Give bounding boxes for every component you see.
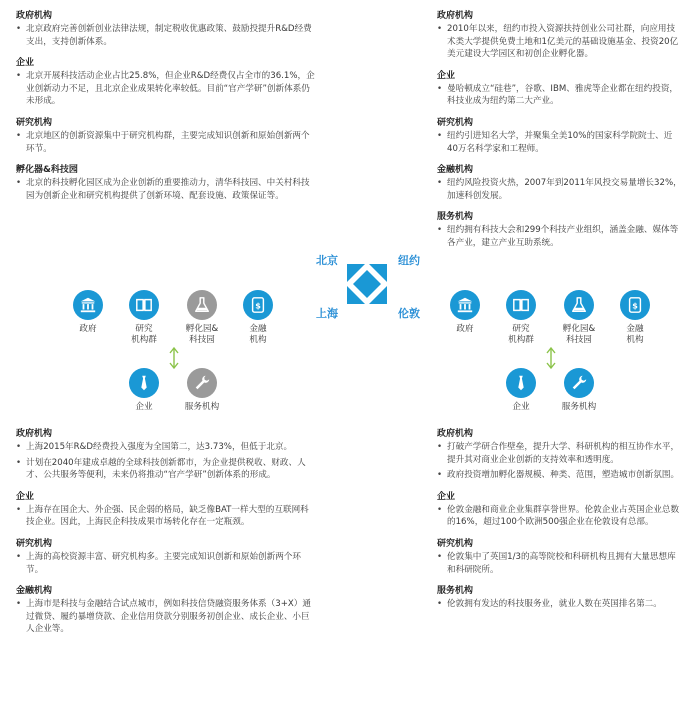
- bullet-item: [437, 551, 682, 576]
- bullet-item: [437, 469, 682, 482]
- bullet-item: [16, 130, 316, 155]
- bullet-text: 北京开展科技活动企业占比25.8%，但企业R&D经费仅占全市的36.1%，企业创新动力不足，且北京企业成果转化率较低。目前“官产学研”创新体系仍未形成。: [26, 71, 315, 107]
- section-heading: 政府机构: [437, 429, 474, 439]
- city-label-beijing: 北京: [316, 254, 338, 267]
- node-book: [491, 290, 551, 346]
- bullet-text: 政府投资增加孵化器规模、种类、范围，塑造城市创新氛围。: [447, 470, 680, 481]
- section-heading: 研究机构: [437, 538, 474, 549]
- wrench-icon: [564, 368, 594, 398]
- bullet-icon: •: [16, 442, 22, 452]
- bullet-text: 曼哈顿成立“硅巷”，谷歌、IBM、雅虎等企业都在纽约投资，科技业成为纽约第二大产业。: [447, 83, 679, 107]
- section-heading: 服务机构: [437, 586, 474, 597]
- bullet-text: 伦敦金融和商业企业集群享誉世界。伦敦企业占英国企业总数的16%，超过100个欧洲500强企业在伦敦设有总部。: [447, 504, 680, 528]
- bullet-icon: •: [437, 24, 443, 34]
- newyork-text-block: [437, 10, 682, 259]
- bullet-icon: •: [437, 442, 443, 452]
- section: [437, 117, 682, 155]
- book-icon: [129, 290, 159, 320]
- section-heading: 孵化器&科技园: [16, 165, 78, 176]
- right-cluster: [435, 290, 675, 420]
- node-label: 金融 机构: [626, 324, 644, 345]
- bank-icon: [450, 290, 480, 320]
- double-arrow-icon: [168, 346, 180, 370]
- section: [16, 57, 316, 108]
- coin-icon: [243, 290, 273, 320]
- bullet-text: 伦敦集中了英国1/3的高等院校和科研机构且拥有大量思想库和科研院所。: [447, 551, 676, 575]
- coin-icon: [620, 290, 650, 320]
- bullet-item: [437, 441, 682, 466]
- bullet-icon: •: [16, 504, 22, 515]
- section-heading: 金融机构: [16, 586, 53, 597]
- city-label-newyork: 纽约: [398, 254, 420, 267]
- node-coin: [605, 290, 665, 346]
- logo-center: [353, 270, 381, 298]
- bullet-item: [16, 177, 316, 202]
- tie-icon: [506, 368, 536, 398]
- node-label: 服务机构: [184, 402, 220, 412]
- bullet-icon: •: [437, 225, 443, 236]
- bullet-item: [16, 70, 316, 108]
- section-heading: 研究机构: [16, 538, 53, 549]
- beijing-text-block: [16, 10, 316, 211]
- section-heading: 企业: [437, 70, 456, 81]
- section: [437, 164, 682, 202]
- bullet-text: 2010年以来，纽约市投入资源扶持创业公司社群，向应用技术类大学提供免费土地和1亿美元的基础设施基金、投资20亿美元建设大学园区和初创企业孵化器。: [447, 24, 679, 60]
- svg-text:$: $: [255, 300, 261, 311]
- section-heading: 政府机构: [437, 11, 474, 21]
- node-label: 企业: [512, 402, 530, 412]
- section: [16, 10, 316, 48]
- section: [16, 538, 316, 576]
- section: [437, 491, 682, 529]
- node-bank: [435, 290, 495, 335]
- bullet-icon: •: [16, 551, 22, 562]
- node-label: 研究 机构群: [131, 324, 157, 345]
- section-heading: 企业: [16, 58, 35, 69]
- bullet-item: [16, 457, 316, 482]
- bullet-icon: •: [16, 130, 22, 141]
- bullet-item: [437, 177, 682, 202]
- bullet-icon: •: [437, 504, 443, 515]
- bullet-text: 纽约拥有科技大会和299个科技产业组织，涵盖金融、媒体等各产业，建立产业互助系统。: [447, 225, 679, 248]
- bullet-item: [16, 23, 316, 48]
- bullet-text: 北京政府完善创新创业法律法规，制定税收优惠政策、鼓励投提升R&D经费支出，支持创新体系。: [26, 24, 312, 47]
- section-heading: 金融机构: [437, 165, 474, 176]
- node-label: 政府: [79, 324, 97, 334]
- wrench-icon: [187, 368, 217, 398]
- bullet-text: 纽约引进知名大学，并聚集全美10%的国家科学院院士、近40万名科学家和工程师。: [447, 130, 673, 154]
- bullet-item: [16, 598, 316, 636]
- node-label: 服务机构: [561, 402, 597, 412]
- bullet-text: 上海的高校资源丰富、研究机构多。主要完成知识创新和原始创新两个环节。: [26, 551, 302, 575]
- node-label: 研究 机构群: [508, 324, 534, 345]
- section-heading: 政府机构: [16, 429, 53, 439]
- node-book: [114, 290, 174, 346]
- bullet-item: [437, 130, 682, 155]
- section: [437, 538, 682, 576]
- node-flask: [549, 290, 609, 346]
- node-coin: [228, 290, 288, 346]
- london-text-block: [437, 428, 682, 620]
- section: [437, 10, 682, 61]
- bullet-icon: •: [437, 470, 443, 481]
- bullet-icon: •: [437, 130, 443, 141]
- bullet-item: [437, 598, 682, 611]
- city-label-london: 伦敦: [398, 307, 420, 320]
- node-label: 孵化园& 科技园: [562, 324, 596, 345]
- bullet-text: 伦敦拥有发达的科技服务业，就业人数在英国排名第二。: [447, 599, 662, 610]
- section: [16, 585, 316, 636]
- bullet-item: [437, 224, 682, 249]
- book-icon: [506, 290, 536, 320]
- node-tie: [491, 368, 551, 413]
- node-label: 政府: [456, 324, 474, 334]
- bullet-item: [16, 441, 316, 454]
- section: [437, 211, 682, 249]
- bullet-icon: •: [437, 551, 443, 562]
- node-wrench: [549, 368, 609, 413]
- node-label: 金融 机构: [249, 324, 267, 345]
- section: [16, 428, 316, 482]
- bullet-text: 北京的科技孵化园区成为企业创新的重要推动力，清华科技园、中关村科技园为创新企业和研究机构提供了创新环境、配套设施、政策保证等。: [26, 178, 310, 201]
- bullet-item: [16, 504, 316, 529]
- section: [16, 491, 316, 529]
- bullet-text: 上海2015年R&D经费投入强度为全国第二，达3.73%，但低于北京。: [26, 442, 293, 452]
- bullet-icon: •: [16, 71, 22, 82]
- bullet-text: 北京地区的创新资源集中于研究机构群，主要完成知识创新和原始创新两个环节。: [26, 130, 310, 154]
- bullet-icon: •: [16, 457, 22, 468]
- node-label: 孵化园& 科技园: [185, 324, 219, 345]
- node-tie: [114, 368, 174, 413]
- tie-icon: [129, 368, 159, 398]
- section: [437, 585, 682, 611]
- bullet-icon: •: [437, 178, 443, 189]
- section: [16, 164, 316, 202]
- section: [437, 428, 682, 482]
- flask-icon: [564, 290, 594, 320]
- section-heading: 政府机构: [16, 11, 53, 21]
- bullet-text: 打破产学研合作壁垒，提升大学、科研机构的相互协作水平，提升其对商业企业创新的支持效率和透明度。: [447, 442, 680, 465]
- section: [437, 70, 682, 108]
- bullet-item: [437, 504, 682, 529]
- bullet-text: 计划在2040年建成卓越的全球科技创新都市，为企业提供税收、财政、人才、公共服务等便利，未来仍将推动“官产学研”创新体系的形成。: [26, 457, 306, 481]
- bullet-icon: •: [16, 599, 22, 610]
- bullet-item: [437, 23, 682, 61]
- node-label: 企业: [135, 402, 153, 412]
- section: [16, 117, 316, 155]
- flask-icon: [187, 290, 217, 320]
- section-heading: 企业: [16, 491, 35, 502]
- left-cluster: [58, 290, 298, 420]
- bullet-icon: •: [437, 83, 443, 94]
- city-label-shanghai: 上海: [316, 307, 338, 320]
- svg-text:$: $: [632, 300, 638, 311]
- section-heading: 服务机构: [437, 212, 474, 223]
- section-heading: 企业: [437, 491, 456, 502]
- bullet-item: [437, 83, 682, 108]
- bullet-icon: •: [16, 178, 22, 189]
- node-bank: [58, 290, 118, 335]
- bullet-text: 上海存在国企大、外企强、民企弱的格局，缺乏像BAT一样大型的互联网科技企业。因此，上海民企科技成果市场转化存在一定瓶颈。: [26, 504, 309, 528]
- node-wrench: [172, 368, 232, 413]
- bullet-item: [16, 551, 316, 576]
- node-flask: [172, 290, 232, 346]
- bullet-icon: •: [437, 599, 443, 610]
- section-heading: 研究机构: [16, 117, 53, 128]
- double-arrow-icon: [545, 346, 557, 370]
- bullet-text: 上海市是科技与金融结合试点城市，例如科技信贷融资服务体系（3+X）通过微贷、履约暴增贷款、企业信用贷款分别服务初创企业、成长企业、小巨人企业等。: [26, 599, 311, 635]
- bank-icon: [73, 290, 103, 320]
- four-cities-logo: [343, 260, 391, 308]
- bullet-text: 纽约风险投资火热，2007年到2011年风投交易量增长32%，加速科创发展。: [447, 178, 682, 201]
- bullet-icon: •: [16, 24, 22, 34]
- shanghai-text-block: [16, 428, 316, 645]
- section-heading: 研究机构: [437, 117, 474, 128]
